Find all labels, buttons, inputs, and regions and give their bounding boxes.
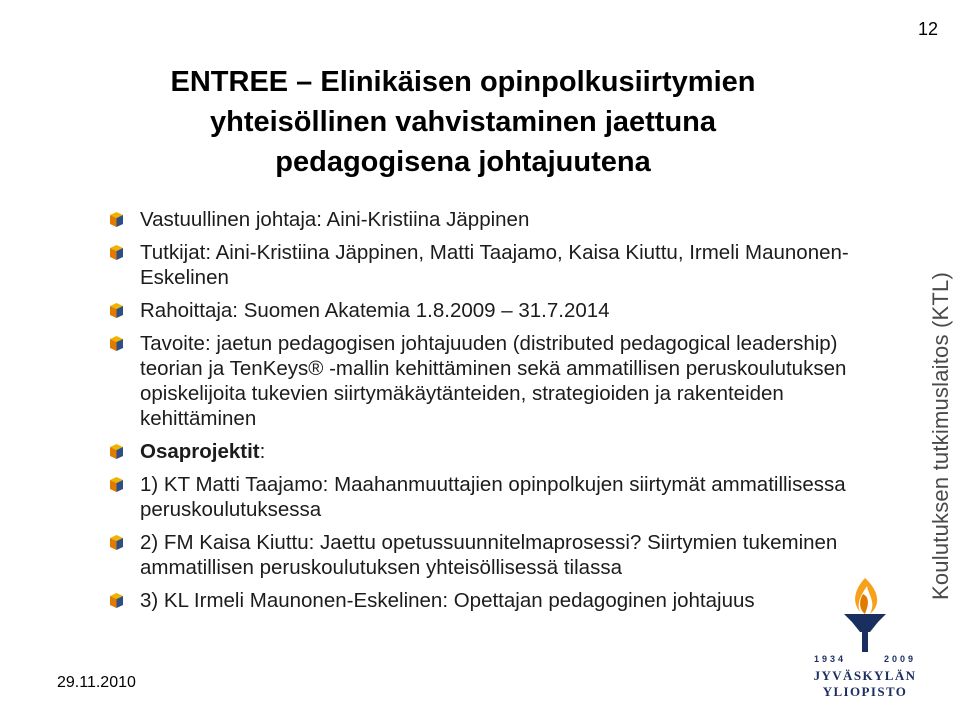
bullet-text: Tutkijat: Aini-Kristiina Jäppinen, Matti Taajamo, Kaisa Kiuttu, Irmeli Maunonen-Eskelinen <box>140 241 849 289</box>
cube-bullet-icon <box>110 336 123 351</box>
slide-title <box>120 62 806 182</box>
bullet-text: 1) KT Matti Taajamo: Maahanmuuttajien opinpolkujen siirtymät ammatillisessa peruskoulutuksessa <box>140 473 846 521</box>
bullet-item <box>110 439 870 464</box>
bullet-text: 3) KL Irmeli Maunonen-Eskelinen: Opettajan pedagoginen johtajuus <box>140 589 755 612</box>
bullet-item <box>110 207 870 232</box>
bullet-text: Tavoite: jaetun pedagogisen johtajuuden (distributed pedagogical leadership) teorian ja TenKeys® -mallin kehittäminen sekä ammatillisen peruskoulutuksen opiskelijoita tukevien siirtymäkäytänteiden, strategioiden ja rakenteiden kehittäminen <box>140 332 847 430</box>
logo-years <box>770 654 960 664</box>
cube-bullet-icon <box>110 212 123 227</box>
page-number: 12 <box>917 19 938 39</box>
logo-year-start: 1934 <box>813 654 846 664</box>
bullet-text: Vastuullinen johtaja: Aini-Kristiina Jäppinen <box>140 208 530 231</box>
cube-bullet-icon <box>110 303 123 318</box>
cube-bullet-icon <box>110 477 123 492</box>
torch-logo-icon <box>770 572 960 654</box>
cube-bullet-icon <box>110 245 123 260</box>
bullet-item <box>110 331 870 431</box>
footer-date: 29.11.2010 <box>57 674 136 691</box>
bullet-text: 2) FM Kaisa Kiuttu: Jaettu opetussuunnitelmaprosessi? Siirtymien tukeminen ammatillisen peruskoulutuksen yhteisöllisessä tilassa <box>140 531 838 579</box>
logo-year-end: 2009 <box>884 654 917 664</box>
cube-bullet-icon <box>110 593 123 608</box>
bullet-item <box>110 240 870 290</box>
bullet-text: Rahoittaja: Suomen Akatemia 1.8.2009 – 31.7.2014 <box>140 299 610 322</box>
title-line-2: yhteisöllinen vahvistaminen jaettuna <box>209 106 717 138</box>
bullet-bold-text: Osaprojektit <box>140 440 260 463</box>
bullet-list <box>110 207 870 621</box>
university-logo <box>770 572 960 712</box>
bullet-suffix: : <box>259 440 266 463</box>
cube-bullet-icon <box>110 444 123 459</box>
bullet-item <box>110 472 870 522</box>
bullet-item <box>110 588 870 613</box>
bullet-item <box>110 530 870 580</box>
bullet-item <box>110 298 870 323</box>
cube-bullet-icon <box>110 535 123 550</box>
side-institute-label: Koulutuksen tutkimuslaitos (KTL) <box>928 272 953 600</box>
logo-university-name: JYVÄSKYLÄN YLIOPISTO <box>813 668 917 699</box>
title-line-3: pedagogisena johtajuutena <box>275 146 651 178</box>
title-line-1: ENTREE – Elinikäisen opinpolkusiirtymien <box>170 66 756 98</box>
